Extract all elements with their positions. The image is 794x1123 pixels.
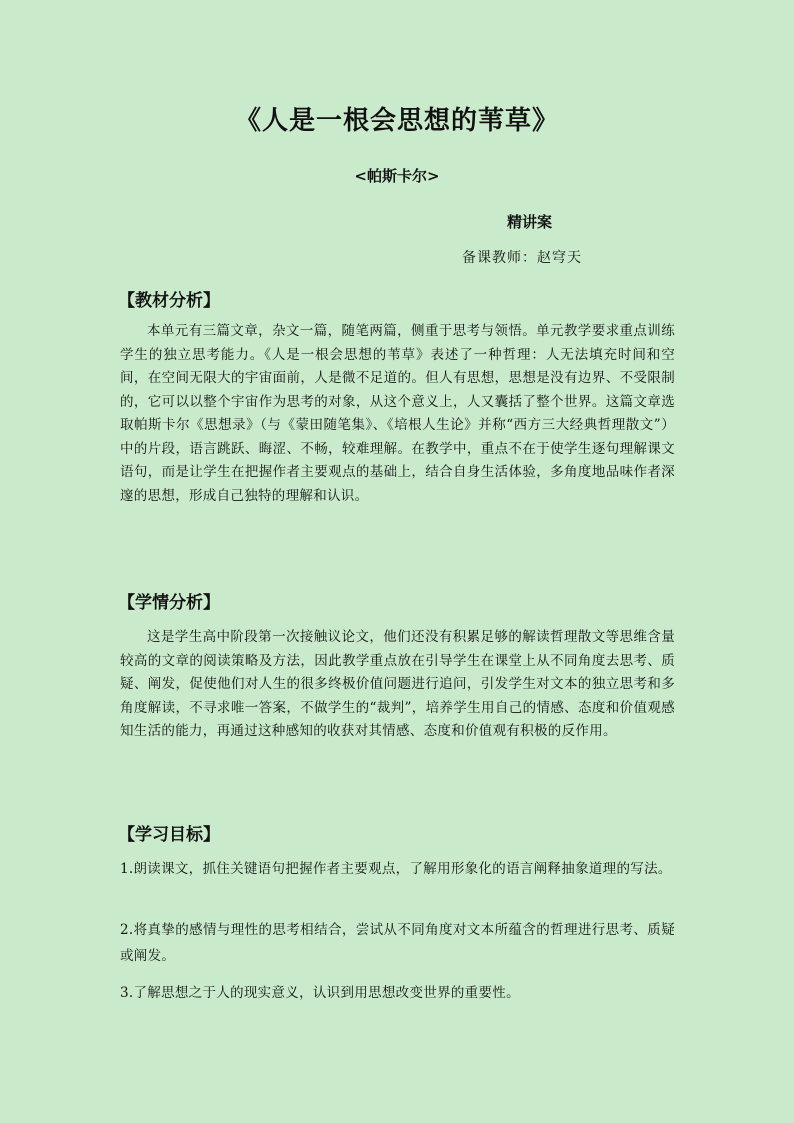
material-analysis-text: 本单元有三篇文章，杂文一篇，随笔两篇，侧重于思考与领悟。单元教学要求重点训练学生的独立思考能力。《人是一根会思想的苇草》表述了一种哲理：人无法填充时间和空间，在空间无限大的宇宙面前，人是微不足道的。但人有思想，思想是没有边界、不受限制的，它可以以整个宇宙作为思考的对象，从这个意义上，人又囊括了整个世界。这篇文章选取帕斯卡尔《思想录》（与《蒙田随笔集》、《培根人生论》并称“西方三大经典哲理散文”）中的片段，语言跳跃、晦涩、不畅，较难理解。在教学中，重点不在于使学生逐句理解课文语句，而是让学生在把握作者主要观点的基础上，结合自身生活体验，多角度地品味作者深邃的思想，形成自己独特的理解和认识。 <box>120 323 675 504</box>
teacher-line: 备课教师：赵穹天 <box>462 250 582 266</box>
author-line: <帕斯卡尔> <box>354 167 440 185</box>
learning-goal-2: 2.将真挚的感情与理性的思考相结合，尝试从不同角度对文本所蕴含的哲理进行思考、质疑或阐发。 <box>120 922 675 964</box>
learning-goal-3: 3.了解思想之于人的现实意义，认识到用思想改变世界的重要性。 <box>120 985 520 1001</box>
learning-goals-heading: 【学习目标】 <box>118 825 220 845</box>
material-analysis-heading: 【教材分析】 <box>118 291 220 311</box>
student-analysis-heading: 【学情分析】 <box>118 593 220 613</box>
student-analysis-text: 这是学生高中阶段第一次接触议论文，他们还没有积累足够的解读哲理散文等思维含量较高的文章的阅读策略及方法，因此教学重点放在引导学生在课堂上从不同角度去思考、质疑、阐发，促使他们对人生的很多终极价值问题进行追问，引发学生对文本的独立思考和多角度解读，不寻求唯一答案，不做学生的“裁判”，培养学生用自己的情感、态度和价值观感知生活的能力，再通过这种感知的收获对其情感、态度和价值观有积极的反作用。 <box>120 629 675 739</box>
learning-goal-1: 1.朗读课文，抓住关键语句把握作者主要观点，了解用形象化的语言阐释抽象道理的写法。 <box>120 861 672 877</box>
document-subtitle: 精讲案 <box>507 213 553 231</box>
document-title: 《人是一根会思想的苇草》 <box>234 106 559 136</box>
